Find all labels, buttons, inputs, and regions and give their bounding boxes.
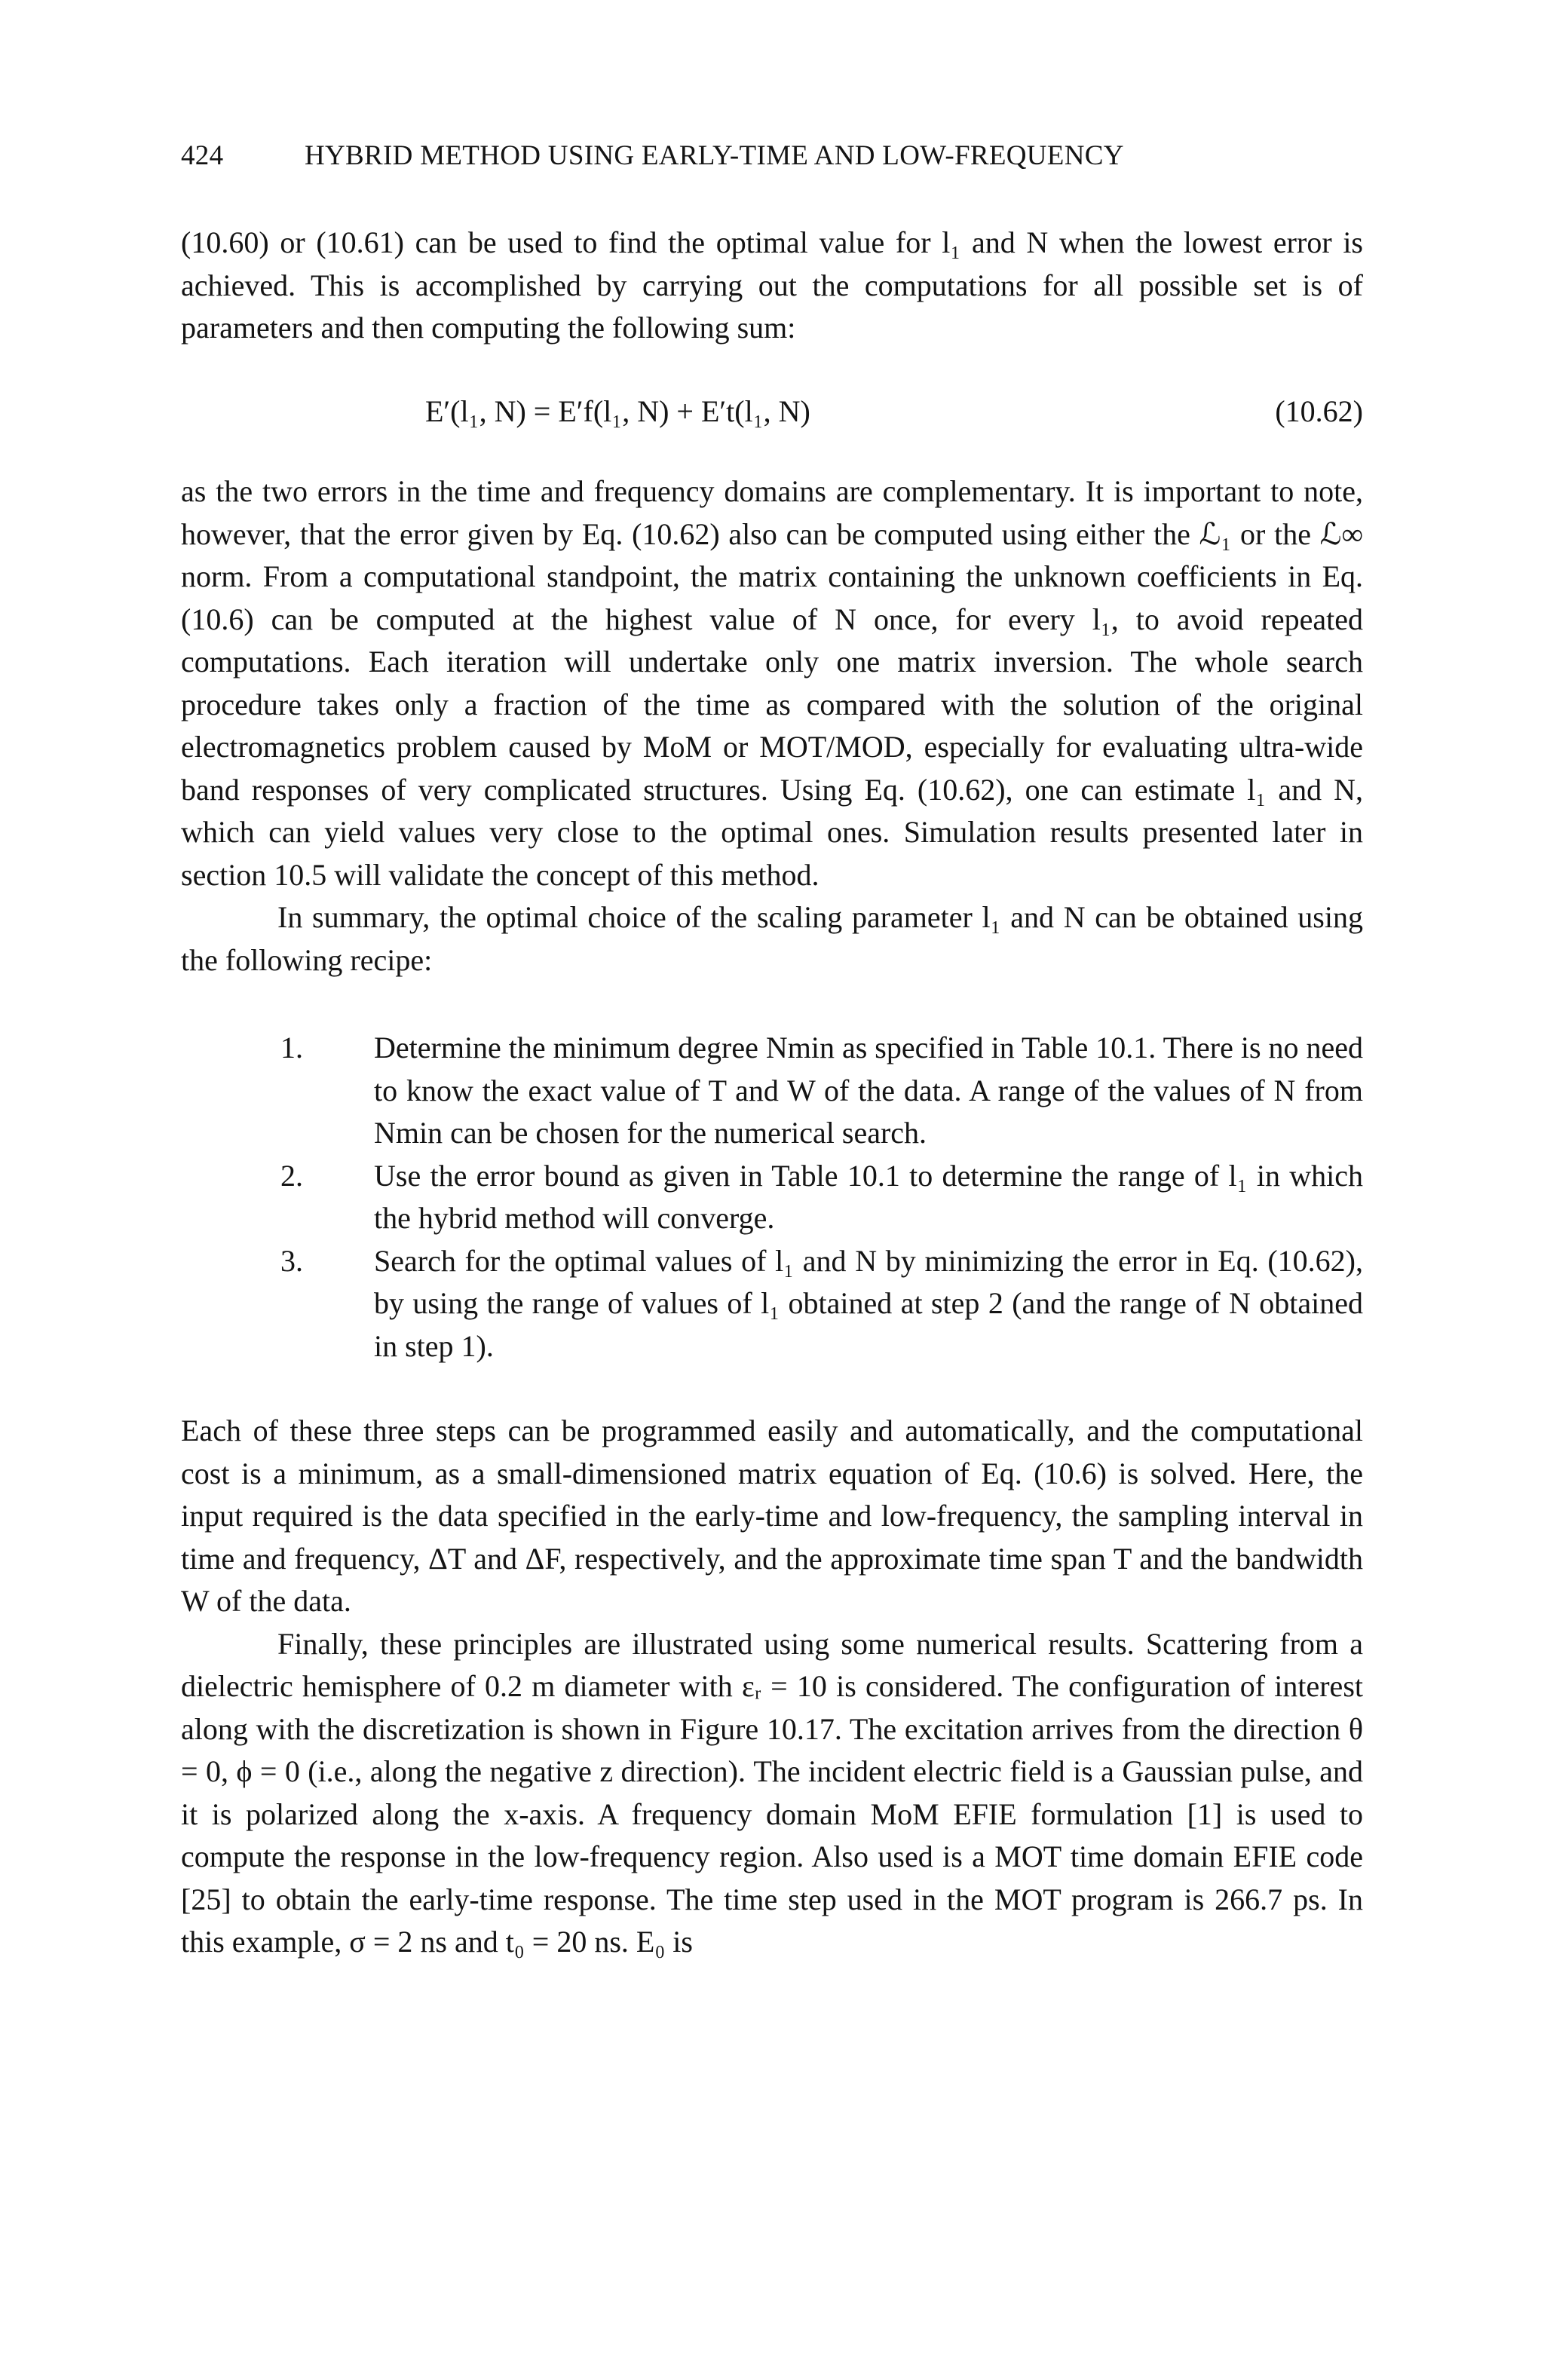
paragraph-optimal-value: (10.60) or (10.61) can be used to find the optimal value for l₁ and N when the lowest error is achieved. This is accomplished by carrying out the computations for all possible set is of parameters and then computing the following sum: [181,225,1363,345]
page-number: 424 [181,140,224,171]
equation-expression: E′(l₁, N) = E′f(l₁, N) + E′t(l₁, N) [425,394,810,428]
paragraph-numerical-results: Finally, these principles are illustrated using some numerical results. Scattering from a dielectric hemisphere of 0.2 m diameter with εᵣ = 10 is considered. The configuration of interest along with the discretization is shown in Figure 10.17. The excitation arrives from the direction θ = 0, ϕ = 0 (i.e., along the negative z direction). The incident electric field is a Gaussian pulse, and it is polarized along the x-axis. A frequency domain MoM EFIE formulation [1] is used to compute the response in the low-frequency region. Also used is a MOT time domain EFIE code [25] to obtain the early-time response. The time step used in the MOT program is 266.7 ps. In this example, σ = 2 ns and t₀ = 20 ns. E₀ is [181,1626,1363,1959]
list-item [280,1240,1363,1368]
paragraph-complementary-errors: as the two errors in the time and frequency domains are complementary. It is important to note, however, that the error given by Eq. (10.62) also can be computed using either the ℒ₁ or the ℒ∞ norm. From a computational standpoint, the matrix containing the unknown coefficients in Eq. (10.6) can be computed at the highest value of N once, for every l₁, to avoid repeated computations. Each iteration will undertake only one matrix inversion. The whole search procedure takes only a fraction of the time as compared with the solution of the original electromagnetics problem caused by MoM or MOT/MOD, especially for evaluating ultra-wide band responses of very complicated structures. Using Eq. (10.62), one can estimate l₁ and N, which can yield values very close to the optimal ones. Simulation results presented later in section 10.5 will validate the concept of this method. [181,474,1363,892]
equation-label: (10.62) [1275,394,1363,428]
step-number: 2. [280,1158,303,1193]
step-number: 3. [280,1243,303,1278]
paragraph-three-steps: Each of these three steps can be programmed easily and automatically, and the computational cost is a minimum, as a small-dimensioned matrix equation of Eq. (10.6) is solved. Here, the input required is the data specified in the early-time and low-frequency, the sampling interval in time and frequency, ΔT and ΔF, respectively, and the approximate time span T and the bandwidth W of the data. [181,1414,1363,1618]
step-text: Search for the optimal values of l₁ and N by minimizing the error in Eq. (10.62), by using the range of values of l₁ obtained at step 2 (and the range of N obtained in step 1). [374,1243,1363,1363]
equation-10-62 [181,391,1363,433]
list-item [280,1155,1363,1240]
step-text: Determine the minimum degree Nmin as specified in Table 10.1. There is no need to know the exact value of T and W of the data. A range of the values of N from Nmin can be chosen for the numerical search. [374,1031,1364,1150]
step-text: Use the error bound as given in Table 10.1 to determine the range of l₁ in which the hybrid method will converge. [374,1158,1363,1235]
list-item [280,1027,1363,1155]
step-number: 1. [280,1031,303,1064]
body-text [181,222,1363,1964]
paragraph-summary: In summary, the optimal choice of the scaling parameter l₁ and N can be obtained using the following recipe: [181,900,1363,977]
running-title: HYBRID METHOD USING EARLY-TIME AND LOW-FREQUENCY [305,140,1124,171]
recipe-steps [181,1027,1363,1368]
